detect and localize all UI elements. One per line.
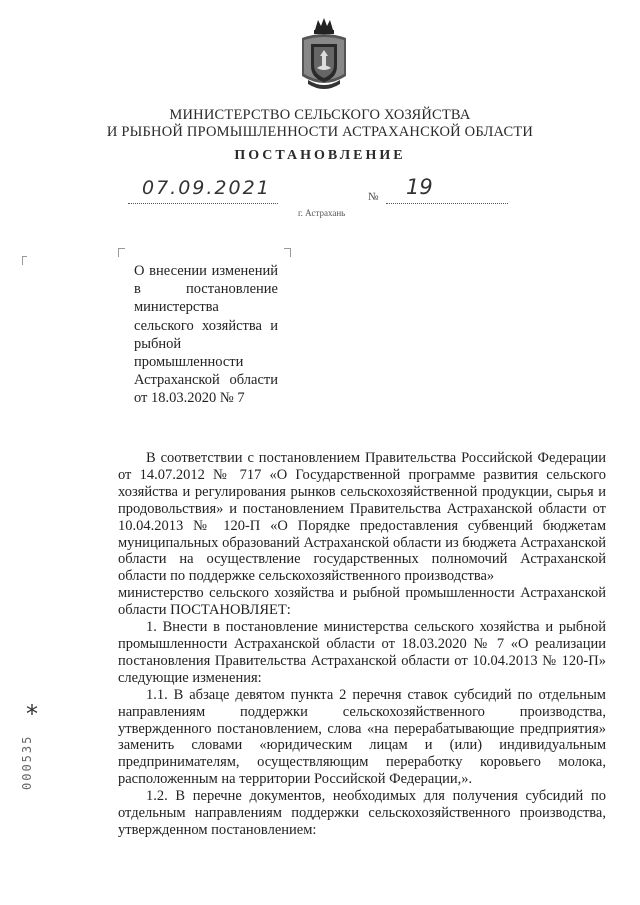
document-type: ПОСТАНОВЛЕНИЕ (234, 148, 406, 163)
organization-name-line2: И РЫБНОЙ ПРОМЫШЛЕННОСТИ АСТРАХАНСКОЙ ОБЛАСТИ (106, 124, 534, 140)
document-number: 19 (406, 175, 433, 199)
date-number-line (128, 175, 508, 221)
number-label: № (368, 191, 379, 203)
margin-asterisk: * (26, 700, 38, 728)
document-title: О внесении изменений в постановление министерства сельского хозяйства и рыбной промышленности Астраханской области от 18.03.2020 № 7 (134, 263, 278, 407)
body-paragraph-preamble: В соответствии с постановлением Правительства Российской Федерации от 14.07.2012 № 717 «О Государственной программе развития сельского хозяйства и регулирования рынков сельскохозяйственной продукции, сырья и продовольствия» и постановлением Правительства Астраханской области от 10.04.2013 № 120-П «О Порядке предоставления субвенций бюджетам муниципальных образований Астраханской области из бюджета Астраханской области на осуществление государственных полномочий Астраханской области по поддержке сельскохозяйственного производства» (118, 450, 606, 585)
document-date: 07.09.2021 (142, 177, 271, 199)
title-corner-mark-left (118, 248, 125, 257)
margin-mark (22, 256, 27, 265)
serial-number: 000535 (20, 734, 34, 790)
body-paragraph-item-1: 1. Внести в постановление министерства сельского хозяйства и рыбной промышленности Астраханской области от 18.03.2020 № 7 «О реализации постановления Правительства Астраханской области от 10.04.2013 № 120-П» следующие изменения: (118, 619, 606, 686)
number-field (386, 175, 508, 204)
document-body (118, 450, 606, 839)
body-paragraph-resolves: министерство сельского хозяйства и рыбной промышленности Астраханской области ПОСТАНОВЛЯЕТ: (118, 585, 606, 619)
body-paragraph-item-1-2: 1.2. В перечне документов, необходимых для получения субсидий по отдельным направлениям поддержки сельскохозяйственного производства, утвержденном постановлением: (118, 788, 606, 838)
city-label: г. Астрахань (298, 208, 346, 218)
title-corner-mark-right (284, 248, 291, 257)
coat-of-arms-icon (298, 16, 350, 96)
organization-name-line1: МИНИСТЕРСТВО СЕЛЬСКОГО ХОЗЯЙСТВА (169, 107, 471, 123)
date-field (128, 177, 278, 204)
body-paragraph-item-1-1: 1.1. В абзаце девятом пункта 2 перечня ставок субсидий по отдельным направлениям поддержки сельскохозяйственного производства, утвержденного постановлением, слова «на перерабатывающие предприятия» заменить словами «юридическим лицам и (или) индивидуальным предпринимателям, осуществляющим переработку коровьего молока, расположенным на территории Российской Федерации,». (118, 686, 606, 788)
